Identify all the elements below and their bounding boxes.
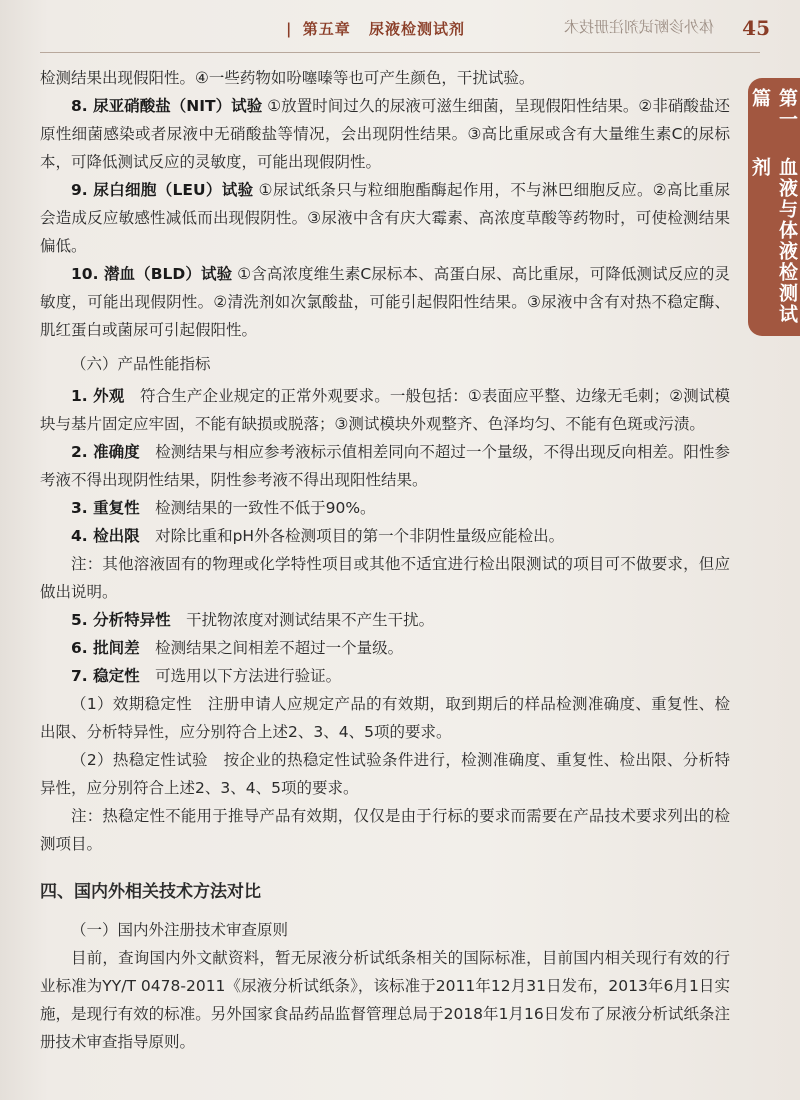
paragraph-leu — [40, 176, 730, 260]
paragraph-standards: 目前，查询国内外文献资料，暂无尿液分析试纸条相关的国际标准，目前国内相关现行有效的行业标准为YY/T 0478-2011《尿液分析试纸条》，该标准于2011年12月31日发布，2013年6月1日实施，是现行有效的标准。另外国家食品药品监督管理总局于2018年1月16日发布了尿液分析试纸条注册技术审查指导原则。 — [40, 949, 730, 1051]
part-side-tab — [748, 78, 800, 336]
side-tab-part: 第一篇 — [749, 88, 798, 130]
item-text-leu: ①尿试纸条只与粒细胞酯酶起作用，不与淋巴细胞反应。②高比重尿会造成反应敏感性减低而出现假阴性。③尿液中含有庆大霉素、高浓度草酸等药物时，可使检测结果偏低。 — [40, 181, 730, 255]
item-text-appearance: 符合生产企业规定的正常外观要求。一般包括：①表面应平整、边缘无毛刺；②测试模块与基片固定应牢固，不能有缺损或脱落；③测试模块外观整齐、色泽均匀、不能有色斑或污渍。 — [40, 387, 731, 433]
note-detection-limit: 注：其他溶液固有的物理或化学特性项目或其他不适宜进行检出限测试的项目可不做要求，但应做出说明。 — [40, 555, 730, 601]
paragraph-detection-limit — [40, 522, 730, 550]
item-text-specificity: 干扰物浓度对测试结果不产生干扰。 — [186, 611, 435, 629]
item-text-accuracy: 检测结果与相应参考液标示值相差同向不超过一个量级，不得出现反向相差。阳性参考液不得出现阴性结果，阴性参考液不得出现阳性结果。 — [40, 443, 730, 489]
item-title-bld: 10. 潜血（BLD）试验 — [71, 265, 233, 283]
note-thermal-stability: 注：热稳定性不能用于推导产品有效期，仅仅是由于行标的要求而需要在产品技术要求列出的检测项目。 — [40, 807, 730, 853]
item-title-nit: 8. 尿亚硝酸盐（NIT）试验 — [71, 97, 263, 115]
section-heading-comparison: 四、国内外相关技术方法对比 — [40, 882, 261, 902]
paragraph-nit — [40, 92, 730, 176]
paragraph-stability — [40, 662, 730, 690]
paragraph-shelf-life-stability: （1）效期稳定性 注册申请人应规定产品的有效期，取到期后的样品检测准确度、重复性、检出限、分析特异性，应分别符合上述2、3、4、5项的要求。 — [40, 695, 730, 741]
paragraph-thermal-stability: （2）热稳定性试验 按企业的热稳定性试验条件进行，检测准确度、重复性、检出限、分析特异性，应分别符合上述2、3、4、5项的要求。 — [40, 751, 730, 797]
item-title-leu: 9. 尿白细胞（LEU）试验 — [71, 181, 254, 199]
item-text-stability: 可选用以下方法进行验证。 — [155, 667, 342, 685]
paragraph-appearance — [40, 382, 730, 438]
page-number: 45 — [742, 16, 770, 40]
item-title-accuracy: 2. 准确度 — [71, 443, 140, 461]
item-title-appearance: 1. 外观 — [71, 387, 125, 405]
item-title-stability: 7. 稳定性 — [71, 667, 140, 685]
subsection-heading-review-principles: （一）国内外注册技术审查原则 — [71, 921, 289, 939]
item-title-detection-limit: 4. 检出限 — [71, 527, 140, 545]
paragraph-repeatability — [40, 494, 730, 522]
page-header — [0, 0, 800, 46]
item-text-nit: ①放置时间过久的尿液可滋生细菌，呈现假阳性结果。②非硝酸盐还原性细菌感染或者尿液中无硝酸盐等情况，会出现阴性结果。③高比重尿或含有大量维生素C的尿标本，可降低测试反应的灵敏度，可能出现假阴性。 — [40, 97, 731, 171]
item-title-lot-variation: 6. 批间差 — [71, 639, 140, 657]
page-body — [40, 64, 730, 1056]
paragraph-specificity — [40, 606, 730, 634]
item-text-repeatability: 检测结果的一致性不低于90%。 — [155, 499, 376, 517]
item-text-bld: ①含高浓度维生素C尿标本、高蛋白尿、高比重尿，可降低测试反应的灵敏度，可能出现假阴性。②清洗剂如次氯酸盐，可能引起假阳性结果。③尿液中含有对热不稳定酶、肌红蛋白或菌尿可引起假阳性。 — [40, 265, 730, 339]
paragraph-continuation: 检测结果出现假阳性。④一些药物如吩噻嗪等也可产生颜色，干扰试验。 — [40, 69, 535, 87]
mirrored-bleed-text: 体外诊断试剂注册技术 — [564, 18, 715, 36]
item-text-detection-limit: 对除比重和pH外各检测项目的第一个非阴性量级应能检出。 — [155, 527, 565, 545]
running-head — [286, 18, 465, 39]
item-title-repeatability: 3. 重复性 — [71, 499, 140, 517]
chapter-number: 第五章 — [302, 20, 351, 38]
item-title-specificity: 5. 分析特异性 — [71, 611, 171, 629]
header-rule — [40, 52, 760, 53]
paragraph-bld — [40, 260, 730, 344]
item-text-lot-variation: 检测结果之间相差不超过一个量级。 — [155, 639, 404, 657]
chapter-title: 尿液检测试剂 — [368, 20, 465, 38]
paragraph-lot-variation — [40, 634, 730, 662]
subsection-heading-performance: （六）产品性能指标 — [71, 355, 211, 373]
paragraph-accuracy — [40, 438, 730, 494]
side-tab-title: 血液与体液检测试剂 — [749, 156, 798, 325]
header-bar-mark: | — [286, 20, 293, 38]
